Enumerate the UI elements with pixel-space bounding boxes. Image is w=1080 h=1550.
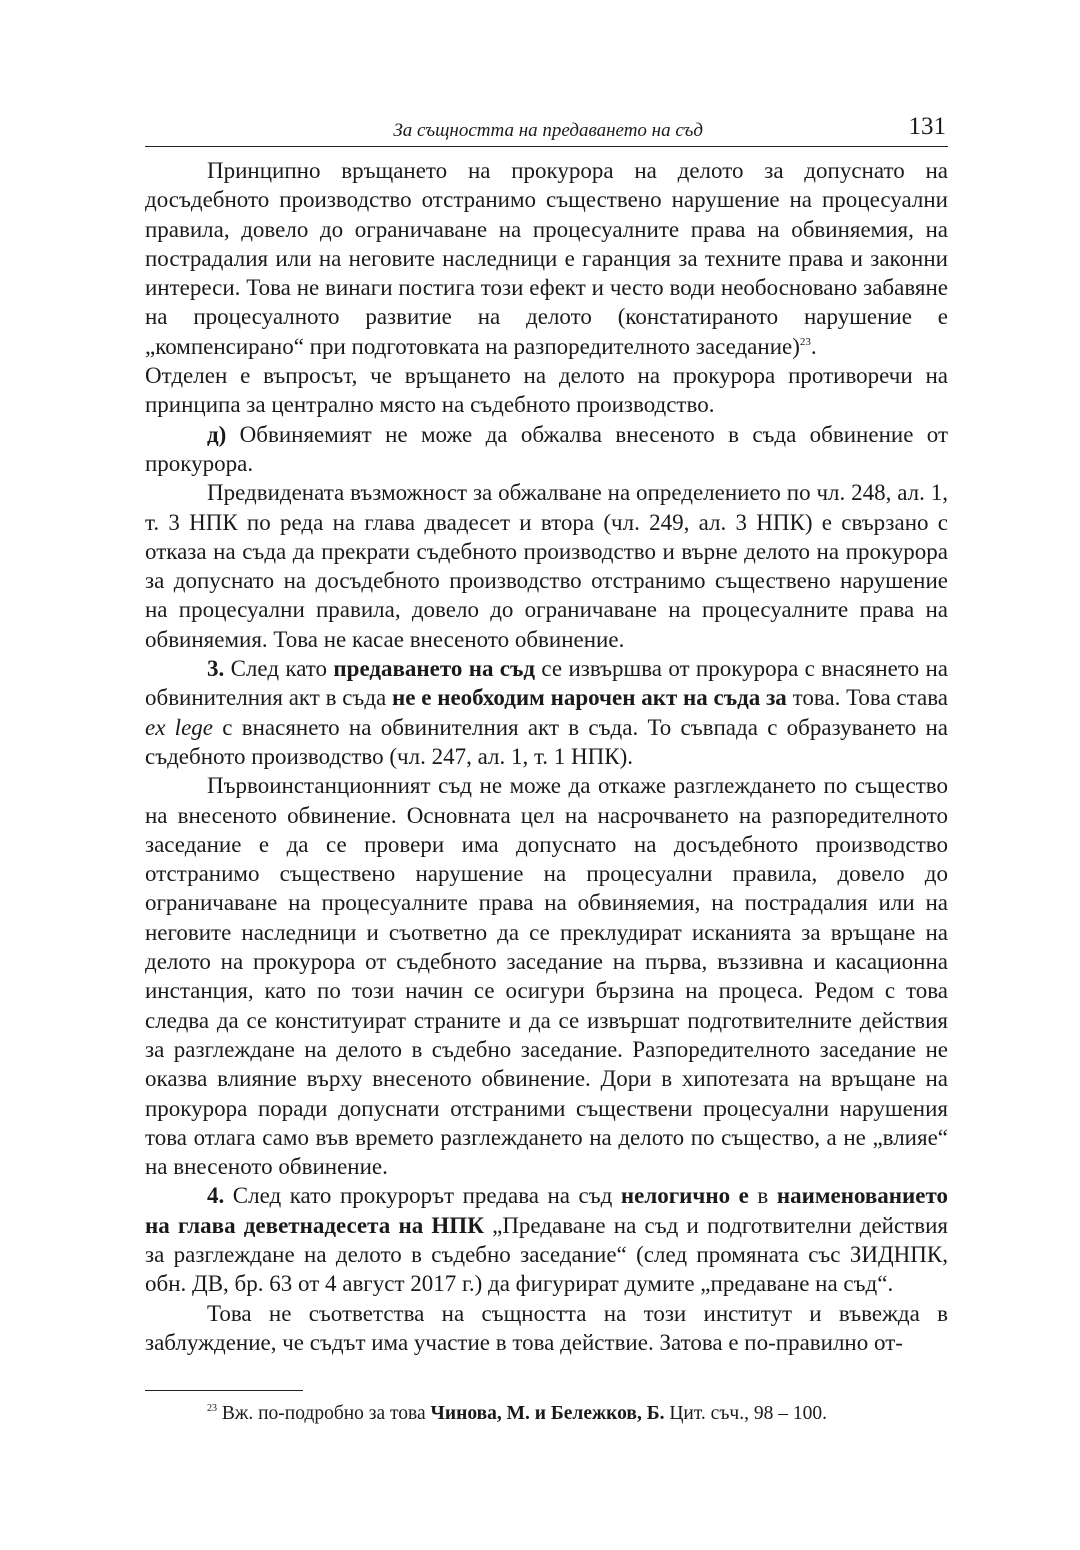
page-number: 131 — [908, 113, 946, 140]
footnote: $^{23}$ Вж. по-подробно за това Чинова, М. и Бележков, Б. Цит. съч., 98 – 100. — [207, 1403, 827, 1424]
list-marker: д) — [207, 421, 227, 447]
running-title: За същността на предаването на съд — [393, 120, 703, 141]
paragraph: Принципно връщането на прокурора на делото за допуснато на досъдебното производство отстранимо съществено нарушение на процесуални правила, довело до ограничаване на процесуалните права на обвиняемия, на пострадалия или на неговите наследници е гаранция за техните права и законни интереси. Това не винаги постига този ефект и често води необосновано забавяне на процесуалното развитие на делото (констатираното нарушение е „компенсирано“ при подготовката на разпоредителното заседание)$^{23}$. — [145, 158, 948, 359]
paragraph: д) Обвиняемият не може да обжалва внесеното в съда обвинение от прокурора. — [145, 421, 948, 476]
paragraph: 4. След като прокурорът предава на съд нелогично е в наименованието на глава деветнадесета на НПК „Предаване на съд и подготвителни действия за разглеждане на делото в съдебно заседание“ (след промяната със ЗИДНПК, обн. ДВ, бр. 63 от 4 август 2017 г.) да фигурират думите „предаване на съд“. — [145, 1183, 948, 1297]
footnote-number: 23 — [207, 1403, 217, 1414]
paragraph: Предвидената възможност за обжалване на определението по чл. 248, ал. 1, т. 3 НПК по реда на глава двадесет и втора (чл. 249, ал. 3 НПК) е свързано с отказа на съда да прекрати съдебното производство и върне делото на прокурора за допуснато на досъдебното производство отстранимо съществено нарушение на процесуални правила, довело до ограничаване на процесуалните права на обвиняемия. Това не касае внесеното обвинение. — [145, 480, 948, 652]
point-number: 4. — [207, 1183, 225, 1209]
footnote-reference[interactable]: 23 — [799, 335, 811, 348]
paragraph: 3. След като предаването на съд се извършва от прокурора с внасянето на обвинителния акт в съда не е необходим нарочен акт на съда за това. Това става ex lege с внасянето на обвинителния акт в съда. То съвпада с образуването на съдебното производство (чл. 247, ал. 1, т. 1 НПК). — [145, 656, 948, 769]
page-body — [145, 156, 948, 1357]
footnote-divider — [145, 1390, 303, 1391]
paragraph: Това не съответства на същността на този институт и въвежда в заблуждение, че съдът има участие в това действие. Затова е по-правилно от- — [145, 1300, 948, 1355]
point-number: 3. — [207, 656, 225, 682]
paragraph: Първоинстанционният съд не може да откаже разглеждането по същество на внесеното обвинение. Основната цел на насрочването на разпоредителното заседание е да се провери има допуснато на досъдебното производство отстранимо съществено нарушение на процесуални правила, довело до ограничаване на процесуалните права на обвиняемия, на пострадалия или на неговите наследници и съответно да се преклудират исканията за връщане на делото на прокурора от съдебното заседание на първа, въззивна и касационна инстанция, като по този начин се осигури бързина на процеса. Редом с това следва да се конституират страните и да се извършат подготвителните действия за разглеждане на делото в съдебно заседание. Разпоредителното заседание не оказва влияние върху внесеното обвинение. Дори в хипотезата на връщане на прокурора поради допуснати отстраними съществени процесуални нарушения това отлага само във времето разглеждането на делото по същество, а не „влияе“ на внесеното обвинение. — [145, 773, 948, 1180]
paragraph: Отделен е въпросът, че връщането на делото на прокурора противоречи на принципа за централно място на съдебното производство. — [145, 363, 948, 418]
running-header — [145, 112, 948, 147]
